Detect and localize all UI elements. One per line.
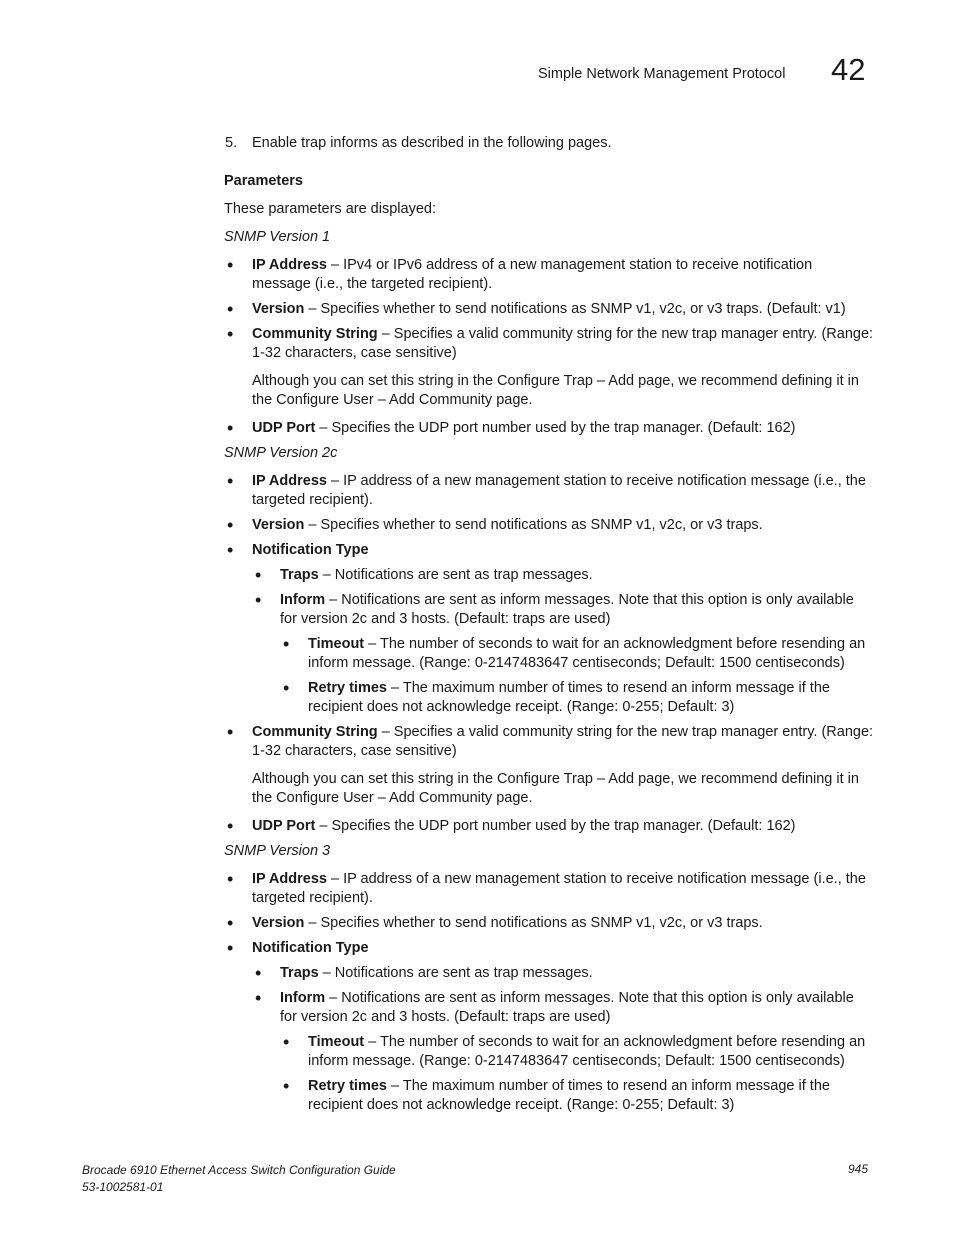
description: – Specifies the UDP port number used by the trap manager. (Default: 162)	[315, 818, 796, 834]
notification-type-list	[252, 964, 874, 1115]
version-3-title: SNMP Version 3	[224, 843, 331, 859]
description: – Specifies a valid community string for the new trap manager entry. (Range: 1-32 characters, case sensitive)	[252, 326, 874, 361]
list-item	[252, 914, 874, 933]
list-item	[252, 256, 874, 294]
term: Inform	[280, 990, 326, 1006]
list-item	[252, 817, 874, 836]
version-1-list	[224, 256, 874, 438]
list-item	[308, 679, 874, 717]
list-item	[252, 723, 874, 808]
description: – The number of seconds to wait for an acknowledgment before resending an inform message. (Range: 0-2147483647 centiseconds; Default: 1500 centiseconds)	[308, 636, 866, 671]
description: – Specifies whether to send notifications as SNMP v1, v2c, or v3 traps.	[304, 915, 763, 931]
description: – Specifies the UDP port number used by the trap manager. (Default: 162)	[315, 420, 796, 436]
footer-left	[82, 1162, 396, 1196]
intro-text: These parameters are displayed:	[224, 201, 436, 217]
term: Traps	[280, 965, 319, 981]
list-item	[252, 939, 874, 1115]
chapter-number: 42	[831, 52, 866, 87]
term: Retry times	[308, 680, 387, 696]
term: Version	[252, 301, 305, 317]
inform-options-list	[280, 635, 874, 717]
list-item	[252, 516, 874, 535]
list-item	[280, 566, 874, 585]
version-2c-list	[224, 472, 874, 836]
term: Timeout	[308, 636, 365, 652]
description: – Notifications are sent as inform messages. Note that this option is only available for version 2c and 3 hosts. (Default: traps are used)	[280, 592, 854, 627]
term: Inform	[280, 592, 326, 608]
list-item	[252, 472, 874, 510]
list-item	[252, 541, 874, 717]
description: – IP address of a new management station to receive notification message (i.e., the targeted recipient).	[252, 473, 866, 508]
list-item	[280, 989, 874, 1115]
term: UDP Port	[252, 818, 316, 834]
description: – IPv4 or IPv6 address of a new management station to receive notification message (i.e., the targeted recipient).	[252, 257, 813, 292]
list-item	[308, 1033, 874, 1071]
term: Community String	[252, 326, 378, 342]
description: – Notifications are sent as inform messages. Note that this option is only available for version 2c and 3 hosts. (Default: traps are used)	[280, 990, 854, 1025]
guide-title: Brocade 6910 Ethernet Access Switch Configuration Guide	[82, 1163, 396, 1177]
page-content	[224, 134, 874, 1121]
list-item	[252, 870, 874, 908]
doc-number: 53-1002581-01	[82, 1180, 164, 1194]
parameters-heading: Parameters	[224, 173, 303, 189]
description: – The maximum number of times to resend an inform message if the recipient does not acknowledge receipt. (Range: 0-255; Default: 3)	[308, 1078, 830, 1113]
step-item	[225, 134, 874, 153]
list-item	[280, 591, 874, 717]
step-number: 5.	[225, 135, 238, 151]
term: Notification Type	[252, 940, 369, 956]
term: Notification Type	[252, 542, 369, 558]
description: – The maximum number of times to resend an inform message if the recipient does not acknowledge receipt. (Range: 0-255; Default: 3)	[308, 680, 830, 715]
term: UDP Port	[252, 420, 316, 436]
version-1-title: SNMP Version 1	[224, 229, 331, 245]
term: IP Address	[252, 871, 327, 887]
list-item	[252, 300, 874, 319]
description: – Notifications are sent as trap messages.	[318, 965, 593, 981]
note-text: Although you can set this string in the Configure Trap – Add page, we recommend defining it in the Configure User – Add Community page.	[252, 771, 859, 806]
version-3-list	[224, 870, 874, 1115]
page-number: 945	[848, 1162, 869, 1176]
version-2c-title: SNMP Version 2c	[224, 445, 338, 461]
note-text: Although you can set this string in the Configure Trap – Add page, we recommend defining it in the Configure User – Add Community page.	[252, 373, 859, 408]
description: – Specifies whether to send notifications as SNMP v1, v2c, or v3 traps. (Default: v1)	[304, 301, 846, 317]
step-text: Enable trap informs as described in the following pages.	[252, 135, 612, 151]
term: IP Address	[252, 257, 327, 273]
term: Traps	[280, 567, 319, 583]
term: Timeout	[308, 1034, 365, 1050]
list-item	[308, 1077, 874, 1115]
notification-type-list	[252, 566, 874, 717]
description: – Notifications are sent as trap messages.	[318, 567, 593, 583]
chapter-title: Simple Network Management Protocol	[538, 66, 786, 82]
list-item	[252, 325, 874, 410]
term: Version	[252, 915, 305, 931]
description: – Specifies a valid community string for the new trap manager entry. (Range: 1-32 characters, case sensitive)	[252, 724, 874, 759]
term: Community String	[252, 724, 378, 740]
list-item	[280, 964, 874, 983]
term: Retry times	[308, 1078, 387, 1094]
term: IP Address	[252, 473, 327, 489]
list-item	[308, 635, 874, 673]
list-item	[252, 419, 874, 438]
term: Version	[252, 517, 305, 533]
description: – Specifies whether to send notifications as SNMP v1, v2c, or v3 traps.	[304, 517, 763, 533]
description: – IP address of a new management station to receive notification message (i.e., the targeted recipient).	[252, 871, 866, 906]
description: – The number of seconds to wait for an acknowledgment before resending an inform message. (Range: 0-2147483647 centiseconds; Default: 1500 centiseconds)	[308, 1034, 866, 1069]
inform-options-list	[280, 1033, 874, 1115]
